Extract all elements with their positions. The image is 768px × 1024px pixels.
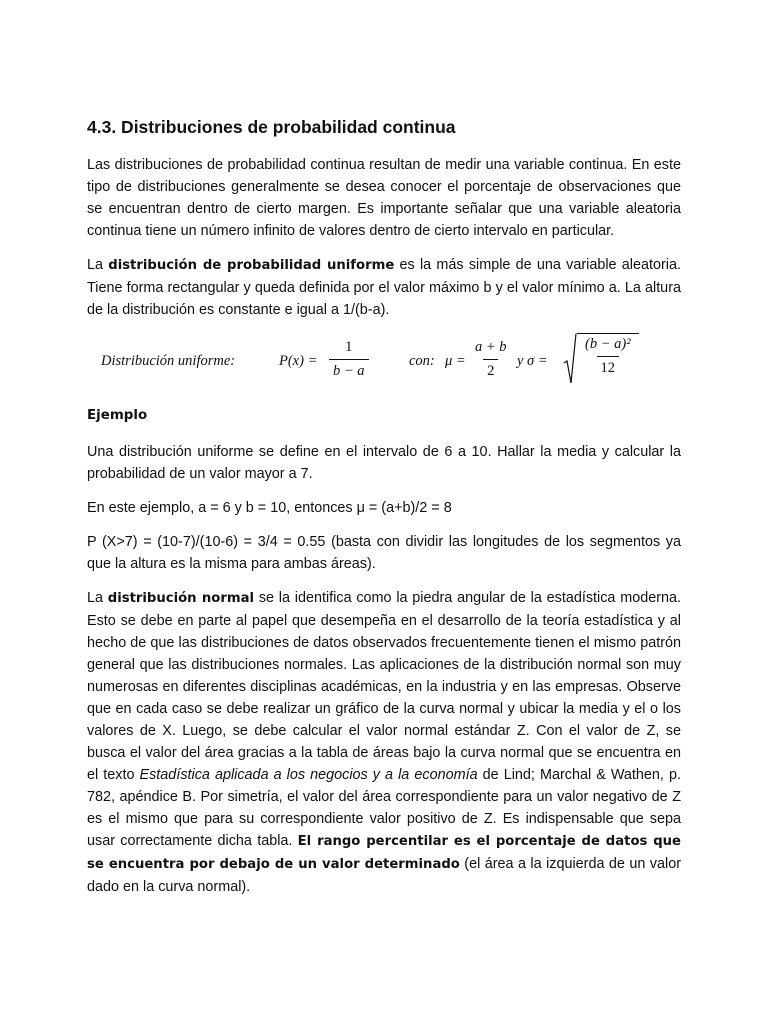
- normal-paragraph: [87, 587, 681, 898]
- formula-mu-lhs: μ =: [445, 353, 466, 369]
- uniform-formula: [87, 333, 681, 389]
- uniform-text-after: es la más simple de una variable aleatoria. Tiene forma rectangular y queda definida por el valor máximo b y el valor mínimo a. La altura de la distribución es constante e igual a 1/(b-a).: [87, 257, 681, 318]
- formula-sqrt-body: [577, 333, 639, 385]
- section-title: 4.3. Distribuciones de probabilidad continua: [87, 117, 456, 137]
- document-body: [87, 114, 681, 910]
- uniform-paragraph: [87, 254, 681, 321]
- percentile-definition: El rango percentilar es el porcentaje de datos que se encuentra por debajo de un valor determinado: [87, 834, 681, 872]
- formula-sigma-lhs: y σ =: [517, 353, 548, 369]
- normal-text-2: de Lind; Marchal & Wathen, p. 782, apéndice B. Por simetría, el valor del área correspondiente para un valor negativo de Z es el mismo que para su correspondiente valor positivo de Z. Es indispensable que sepa usar correctamente dicha tabla.: [87, 767, 681, 849]
- formula-mu-fraction: [471, 339, 511, 380]
- normal-text-before: La: [87, 590, 108, 606]
- formula-sigma-fraction: [581, 336, 635, 377]
- example-paragraph-2: En este ejemplo, a = 6 y b = 10, entonces μ = (a+b)/2 = 8: [87, 500, 452, 516]
- formula-sigma-denominator: 12: [597, 356, 620, 377]
- formula-con: con:: [409, 353, 435, 369]
- formula-px-fraction: [329, 339, 369, 380]
- uniform-bold-term: distribución de probabilidad uniforme: [108, 258, 395, 273]
- example-paragraph-1: Una distribución uniforme se define en el intervalo de 6 a 10. Hallar la media y calcular la probabilidad de un valor mayor a 7.: [87, 444, 681, 482]
- normal-bold-term: distribución normal: [107, 591, 255, 606]
- formula-label: Distribución uniforme:: [101, 353, 236, 369]
- formula-px-numerator: 1: [345, 339, 353, 355]
- radical-sign-icon: [563, 333, 577, 385]
- intro-paragraph: Las distribuciones de probabilidad continua resultan de medir una variable continua. En este tipo de distribuciones generalmente se desea conocer el porcentaje de observaciones que se encuentran dentro de cierto margen. Es importante señalar que una variable aleatoria continua tiene un número infinito de valores dentro de cierto intervalo en particular.: [87, 157, 681, 239]
- book-title: Estadística aplicada a los negocios y a la economía: [139, 767, 478, 783]
- formula-px-lhs: P(x) =: [279, 353, 318, 369]
- normal-text-3: (el área a la izquierda de un valor dado en la curva normal).: [87, 856, 681, 895]
- formula-mu-numerator: a + b: [475, 339, 507, 355]
- example-paragraph-3: P (X>7) = (10-7)/(10-6) = 3/4 = 0.55 (basta con dividir las longitudes de los segmentos ya que la altura es la misma para ambas áreas).: [87, 534, 681, 572]
- uniform-text-before: La: [87, 257, 109, 273]
- example-heading: Ejemplo: [87, 408, 148, 423]
- formula-mu-denominator: 2: [483, 359, 498, 380]
- formula-px-denominator: b − a: [329, 359, 369, 380]
- normal-text-1: se la identifica como la piedra angular de la estadística moderna. Esto se debe en parte al papel que desempeña en el desarrollo de la teoría estadística y al hecho de que las distribuciones de datos observados frecuentemente tienen el mismo patrón general que las distribuciones normales. Las aplicaciones de la distribución normal son muy numerosas en diferentes disciplinas académicas, en la industria y en las empresas. Observe que en cada caso se debe realizar un gráfico de la curva normal y ubicar la media y el o los valores de X. Luego, se debe calcular el valor normal estándar Z. Con el valor de Z, se busca el valor del área gracias a la tabla de áreas bajo la curva normal que se encuentra en el texto: [87, 590, 681, 783]
- formula-sqrt: [563, 333, 639, 385]
- formula-sigma-numerator: (b − a)²: [585, 336, 631, 352]
